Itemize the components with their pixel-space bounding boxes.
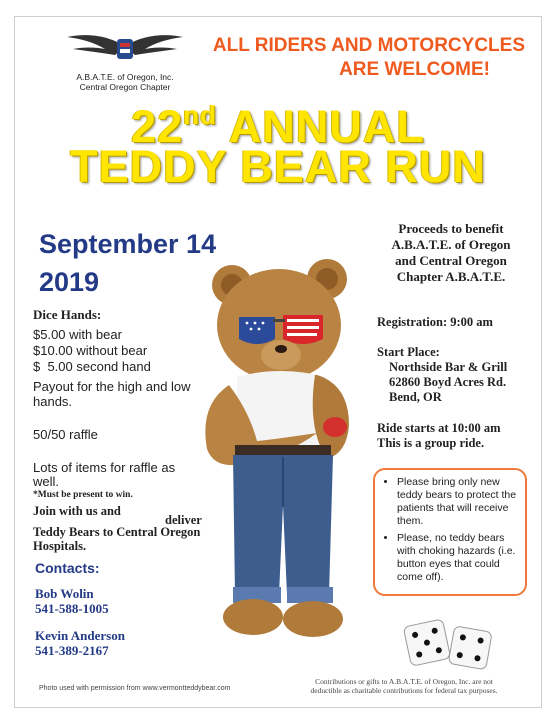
start-place-address — [389, 360, 507, 405]
disclaimer-line: Contributions or gifts to A.B.A.T.E. of Oregon, Inc. are not — [315, 677, 493, 686]
contact-phone: 541-389-2167 — [35, 643, 109, 658]
welcome-line-2: ARE WELCOME! — [339, 59, 490, 80]
address-line: Northside Bar & Grill — [389, 360, 508, 374]
contact-name: Kevin Anderson — [35, 628, 125, 643]
tax-disclaimer — [269, 677, 539, 695]
title-line-2: TEDDY BEAR RUN — [70, 141, 486, 192]
proceeds-block — [371, 221, 531, 285]
date-line-2: 2019 — [39, 267, 100, 297]
items-text: Lots of items for raffle as well. — [33, 460, 176, 489]
welcome-line-1: ALL RIDERS AND MOTORCYCLES — [212, 35, 525, 56]
abate-logo — [65, 29, 185, 91]
dice-hand-line: $10.00 without bear — [33, 343, 148, 358]
start-place-label: Start Place: — [377, 345, 440, 359]
registration-time: Registration: 9:00 am — [377, 315, 493, 329]
guidelines-list — [377, 476, 519, 584]
items-note: *Must be present to win. — [33, 490, 133, 500]
logo-chapter: Central Oregon Chapter — [79, 82, 171, 92]
join-line-2: Teddy Bears to Central Oregon Hospitals. — [33, 525, 201, 553]
dice-hands-heading: Dice Hands: — [33, 307, 102, 322]
address-line: 62860 Boyd Acres Rd. — [389, 375, 507, 389]
join-deliver: deliver — [165, 513, 202, 527]
contacts-heading: Contacts: — [35, 560, 100, 576]
flyer-page — [14, 16, 542, 708]
guideline-item: • Please bring only new teddy bears to protect the patients that will receive them. — [397, 476, 519, 528]
ride-start-time: Ride starts at 10:00 am — [377, 421, 501, 435]
proceeds-line: and Central Oregon — [395, 253, 507, 268]
eagle-wings-icon — [65, 29, 185, 65]
dice-hands-list — [33, 327, 151, 375]
disclaimer-line: deductible as charitable contributions for federal tax purposes. — [310, 686, 498, 695]
title-word: ANNUAL — [228, 101, 425, 152]
dice-hand-line: $5.00 with bear — [33, 327, 122, 342]
teddy-bear-illustration — [187, 257, 377, 652]
ride-info — [377, 421, 501, 451]
payout-text: Payout for the high and low hands. — [33, 379, 191, 409]
photo-credit: Photo used with permission from www.vermontteddybear.com — [39, 685, 231, 692]
contact-2 — [35, 628, 125, 658]
contact-name: Bob Wolin — [35, 586, 94, 601]
join-line-1: Join with us and — [33, 504, 121, 518]
group-ride-note: This is a group ride. — [377, 436, 485, 450]
dice-hand-line: $ 5.00 second hand — [33, 359, 151, 374]
raffle-text: 50/50 raffle — [33, 427, 98, 442]
title-suffix: nd — [183, 100, 217, 130]
logo-org-name: A.B.A.T.E. of Oregon, Inc. — [76, 72, 174, 82]
bear-guidelines-box — [373, 468, 527, 596]
date-line-1: September 14 — [39, 229, 217, 259]
dice-icon — [399, 609, 499, 679]
proceeds-line: Proceeds to benefit — [398, 221, 504, 236]
title-ordinal: 22 — [131, 101, 184, 152]
contact-phone: 541-588-1005 — [35, 601, 109, 616]
proceeds-line: A.B.A.T.E. of Oregon — [391, 237, 511, 252]
contact-1 — [35, 586, 109, 616]
address-line: Bend, OR — [389, 390, 442, 404]
guideline-item: • Please, no teddy bears with choking hazards (i.e. button eyes that could come off). — [397, 532, 519, 584]
proceeds-line: Chapter A.B.A.T.E. — [396, 269, 506, 284]
